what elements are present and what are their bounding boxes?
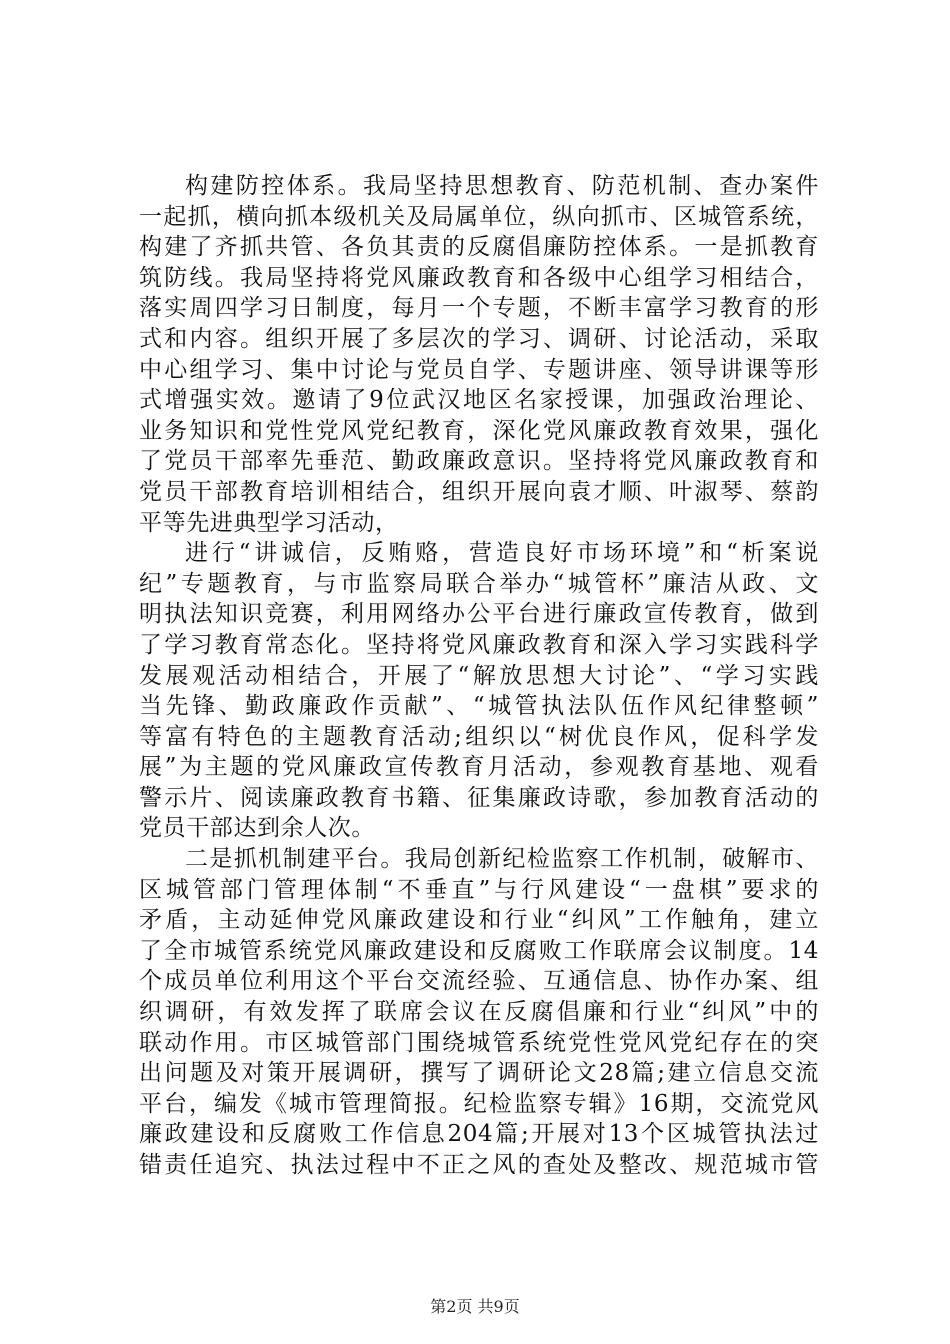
paragraph-1 (139, 171, 819, 538)
text-line: 式增强实效。邀请了9位武汉地区名家授课，加强政治理论、 (139, 387, 819, 414)
text-line: 个成员单位利用这个平台交流经验、互通信息、协作办案、组 (139, 968, 819, 995)
text-line: 党员干部达到余人次。 (139, 815, 375, 842)
text-line: 平等先进典型学习活动， (139, 509, 399, 536)
text-line: 联动作用。市区城管部门围绕城管系统党性党风党纪存在的突 (139, 1029, 819, 1056)
text-line: 当先锋、勤政廉政作贡献”、“城管执法队伍作风纪律整顿” (139, 693, 819, 720)
text-line: 等富有特色的主题教育活动;组织以“树优良作风，促科学发 (139, 723, 819, 750)
text-line: 发展观活动相结合，开展了“解放思想大讨论”、“学习实践 (139, 662, 819, 689)
text-line: 警示片、阅读廉政教育书籍、征集廉政诗歌，参加教育活动的 (139, 784, 819, 811)
text-line: 明执法知识竞赛，利用网络办公平台进行廉政宣传教育，做到 (139, 601, 819, 628)
text-line: 平台，编发《城市管理简报。纪检监察专辑》16期，交流党风 (139, 1090, 819, 1117)
text-line: 错责任追究、执法过程中不正之风的查处及整改、规范城市管 (139, 1152, 819, 1178)
text-line: 中心组学习、集中讨论与党员自学、专题讲座、领导讲课等形 (139, 356, 819, 383)
text-line: 了学习教育常态化。坚持将党风廉政教育和深入学习实践科学 (139, 631, 819, 658)
text-line: 一起抓，横向抓本级机关及局属单位，纵向抓市、区城管系统， (139, 203, 819, 230)
text-line: 筑防线。我局坚持将党风廉政教育和各级中心组学习相结合， (139, 264, 819, 291)
text-line: 进行“讲诚信，反贿赂，营造良好市场环境”和“析案说 (185, 540, 819, 567)
document-body (139, 171, 819, 1181)
text-line: 廉政建设和反腐败工作信息204篇;开展对13个区城管执法过 (139, 1121, 819, 1148)
text-line: 纪”专题教育，与市监察局联合举办“城管杯”廉洁从政、文 (139, 570, 819, 597)
paragraph-2 (139, 538, 819, 844)
text-line: 落实周四学习日制度，每月一个专题，不断丰富学习教育的形 (139, 295, 819, 322)
text-line: 区城管部门管理体制“不垂直”与行风建设“一盘棋”要求的 (139, 876, 819, 903)
text-line: 矛盾，主动延伸党风廉政建设和行业“纠风”工作触角，建立 (139, 907, 819, 934)
text-line: 业务知识和党性党风党纪教育，深化党风廉政教育效果，强化 (139, 417, 819, 444)
text-line: 党员干部教育培训相结合，组织开展向袁才顺、叶淑琴、蔡韵 (139, 478, 819, 505)
text-line: 构建防控体系。我局坚持思想教育、防范机制、查办案件 (185, 173, 819, 199)
text-line: 出问题及对策开展调研，撰写了调研论文28篇;建立信息交流 (139, 1060, 819, 1087)
text-line: 构建了齐抓共管、各负其责的反腐倡廉防控体系。一是抓教育 (139, 234, 819, 261)
text-line: 式和内容。组织开展了多层次的学习、调研、讨论活动，采取 (139, 325, 819, 352)
text-line: 了全市城管系统党风廉政建设和反腐败工作联席会议制度。14 (139, 937, 819, 964)
page-footer: 第2页 共9页 (430, 1297, 520, 1316)
paragraph-3 (139, 844, 819, 1181)
text-line: 二是抓机制建平台。我局创新纪检监察工作机制，破解市、 (185, 846, 819, 873)
text-line: 织调研，有效发挥了联席会议在反腐倡廉和行业“纠风”中的 (139, 999, 819, 1026)
text-line: 展”为主题的党风廉政宣传教育月活动，参观教育基地、观看 (139, 754, 819, 781)
text-line: 了党员干部率先垂范、勤政廉政意识。坚持将党风廉政教育和 (139, 448, 819, 475)
